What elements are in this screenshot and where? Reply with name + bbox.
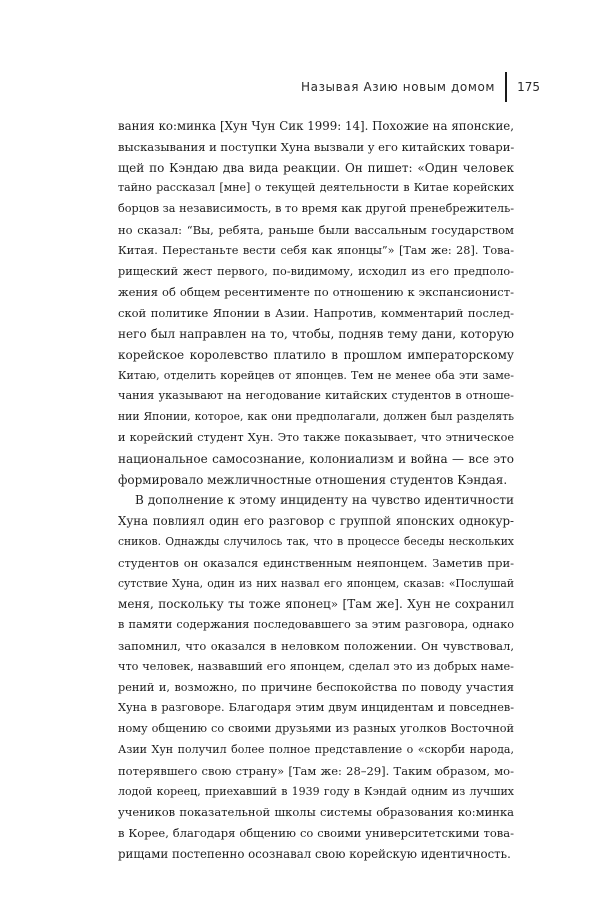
paragraph (118, 116, 514, 490)
text-line: запомнил, что оказался в неловком положении. Он чувствовал, (118, 638, 514, 653)
text-line: и корейский студент Хун. Это также показывает, что этническое (118, 430, 514, 444)
text-line: формировало межличностные отношения студентов Кэндая. (118, 472, 508, 487)
text-line: что человек, назвавший его японцем, сделал это из добрых наме- (118, 659, 514, 673)
paragraph (118, 490, 514, 864)
text-line: ному общению со своими друзьями из разных уголков Восточной (118, 722, 514, 736)
text-line: Хуна повлиял один его разговор с группой японских однокур- (118, 514, 514, 529)
text-line: сутствие Хуна, один из них назвал его японцем, сказав: «Послушай (118, 576, 514, 590)
text-line: него был направлен на то, чтобы, подняв тему дани, которую (118, 326, 514, 341)
body-text (118, 116, 514, 865)
text-line: национальное самосознание, колониализм и война — все это (118, 451, 514, 466)
text-line: рищеский жест первого, по-видимому, исходил из его предполо- (118, 264, 514, 278)
text-line: студентов он оказался единственным неяпонцем. Заметив при- (118, 555, 514, 570)
text-line: в Корее, благодаря общению со своими университетскими това- (118, 826, 514, 841)
text-line: учеников показательной школы системы образования ко:минка (118, 805, 514, 820)
text-line: Азии Хун получил более полное представление о «скорби народа, (118, 742, 514, 756)
text-line: Хуна в разговоре. Благодаря этим двум инцидентам и повседнев- (118, 701, 514, 715)
running-header (301, 72, 540, 102)
text-line: корейское королевство платило в прошлом императорскому (118, 347, 514, 362)
running-title: Называя Азию новым домом (301, 80, 496, 94)
text-line: жения об общем ресентименте по отношению к экспансионист- (118, 285, 514, 300)
text-line: Китаю, отделить корейцев от японцев. Тем не менее оба эти заме- (118, 368, 514, 382)
text-line: тайно рассказал [мне] о текущей деятельности в Китае корейских (118, 181, 514, 195)
text-line: высказывания и поступки Хуна вызвали у его китайских товари- (118, 139, 515, 154)
text-line: В дополнение к этому инциденту на чувство идентичности (135, 493, 514, 508)
text-line: чания указывают на негодование китайских студентов в отноше- (118, 389, 514, 403)
text-line: вания ко:минка [Хун Чун Сик 1999: 14]. Похожие на японские, (118, 119, 514, 133)
text-line: но сказал: “Вы, ребята, раньше были вассальным государством (118, 222, 514, 237)
text-line: борцов за независимость, в то время как другой пренебрежитель- (118, 202, 514, 216)
text-line: потерявшего свою страну» [Там же: 28–29]. Таким образом, мо- (118, 763, 514, 778)
text-line: ской политике Японии в Азии. Напротив, комментарий послед- (118, 306, 514, 321)
text-line: сников. Однажды случилось так, что в процессе беседы нескольких (118, 534, 514, 548)
text-line: щей по Кэндаю два вида реакции. Он пишет: «Один человек (118, 160, 514, 175)
text-line: нии Японии, которое, как они предполагали, должен был разделять (118, 410, 514, 424)
text-line: меня, поскольку ты тоже японец» [Там же]. Хун не сохранил (118, 597, 514, 612)
page-number: 175 (517, 80, 540, 94)
text-line: рищами постепенно осознавал свою корейскую идентичность. (118, 846, 511, 861)
text-line: в памяти содержания последовавшего за этим разговора, однако (118, 618, 514, 632)
text-line: рений и, возможно, по причине беспокойства по поводу участия (118, 680, 514, 694)
text-line: лодой кореец, приехавший в 1939 году в Кэндай одним из лучших (118, 784, 514, 798)
text-line: Китая. Перестаньте вести себя как японцы”» [Там же: 28]. Това- (118, 243, 514, 257)
